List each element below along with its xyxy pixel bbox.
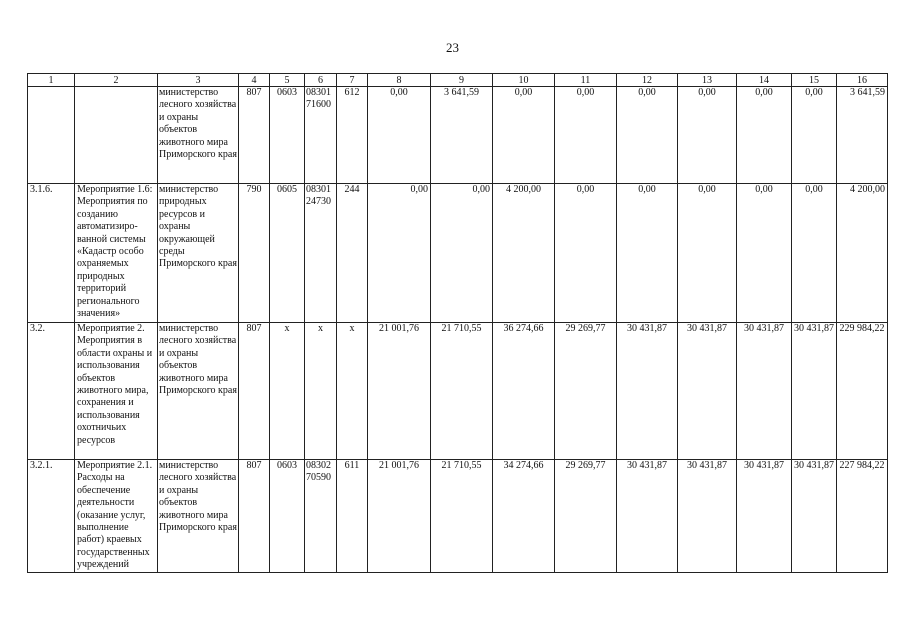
header-cell: 14: [737, 74, 792, 87]
row-csr: 08301 71600: [305, 87, 337, 184]
row-code: [28, 87, 75, 184]
row-executor: министерство лесного хозяйства и охраны объектов животного мира Приморского края: [158, 323, 239, 460]
row-value: 29 269,77: [555, 460, 617, 573]
row-value: 0,00: [737, 184, 792, 323]
row-value: 4 200,00: [493, 184, 555, 323]
row-value: 3 641,59: [431, 87, 493, 184]
row-value: 30 431,87: [617, 323, 678, 460]
row-grbs: 790: [239, 184, 270, 323]
row-total: 229 984,22: [837, 323, 888, 460]
row-executor: министерство лесного хозяйства и охраны объектов животного мира Приморского края: [158, 460, 239, 573]
row-value: 29 269,77: [555, 323, 617, 460]
header-cell: 6: [305, 74, 337, 87]
header-row: [28, 74, 888, 87]
row-rzpr: x: [270, 323, 305, 460]
header-cell: 4: [239, 74, 270, 87]
header-cell: 12: [617, 74, 678, 87]
header-cell: 7: [337, 74, 368, 87]
row-value: 0,00: [493, 87, 555, 184]
row-value: 30 431,87: [737, 460, 792, 573]
header-cell: 13: [678, 74, 737, 87]
row-value: 36 274,66: [493, 323, 555, 460]
row-vr: 612: [337, 87, 368, 184]
header-cell: 2: [75, 74, 158, 87]
row-value: 0,00: [678, 87, 737, 184]
row-vr: 611: [337, 460, 368, 573]
row-value: 0,00: [678, 184, 737, 323]
row-vr: x: [337, 323, 368, 460]
row-value: 0,00: [555, 184, 617, 323]
row-value: 0,00: [555, 87, 617, 184]
table-row: [28, 184, 888, 323]
row-grbs: 807: [239, 460, 270, 573]
row-rzpr: 0603: [270, 460, 305, 573]
row-value: 34 274,66: [493, 460, 555, 573]
row-value: 30 431,87: [792, 460, 837, 573]
row-code: 3.2.1.: [28, 460, 75, 573]
row-value: 30 431,87: [792, 323, 837, 460]
budget-table: [27, 73, 888, 573]
row-total: 4 200,00: [837, 184, 888, 323]
row-grbs: 807: [239, 87, 270, 184]
row-rzpr: 0605: [270, 184, 305, 323]
row-rzpr: 0603: [270, 87, 305, 184]
row-value: 30 431,87: [678, 460, 737, 573]
table-row: [28, 460, 888, 573]
row-value: 21 710,55: [431, 323, 493, 460]
row-name: Мероприятие 2.1. Расходы на обеспечение деятельности (оказание услуг, выполнение работ) краевых государственных учреждений: [75, 460, 158, 573]
row-code: 3.1.6.: [28, 184, 75, 323]
row-csr: 08301 24730: [305, 184, 337, 323]
header-cell: 15: [792, 74, 837, 87]
row-value: 21 001,76: [368, 323, 431, 460]
row-csr: 08302 70590: [305, 460, 337, 573]
row-value: 0,00: [617, 87, 678, 184]
row-value: 30 431,87: [678, 323, 737, 460]
row-code: 3.2.: [28, 323, 75, 460]
row-name: Мероприятие 1.6: Мероприятия по созданию автоматизиро-ванной системы «Кадастр особо охраняемых природных территорий регионального значения»: [75, 184, 158, 323]
row-value: 0,00: [792, 87, 837, 184]
table-row: [28, 87, 888, 184]
row-value: 0,00: [431, 184, 493, 323]
row-value: 0,00: [368, 184, 431, 323]
header-cell: 3: [158, 74, 239, 87]
header-cell: 11: [555, 74, 617, 87]
row-total: 227 984,22: [837, 460, 888, 573]
row-executor: министерство природных ресурсов и охраны окружающей среды Приморского края: [158, 184, 239, 323]
row-value: 21 710,55: [431, 460, 493, 573]
row-value: 0,00: [792, 184, 837, 323]
row-grbs: 807: [239, 323, 270, 460]
row-name: [75, 87, 158, 184]
row-vr: 244: [337, 184, 368, 323]
row-total: 3 641,59: [837, 87, 888, 184]
row-value: 30 431,87: [617, 460, 678, 573]
row-value: 21 001,76: [368, 460, 431, 573]
header-cell: 8: [368, 74, 431, 87]
row-name: Мероприятие 2. Мероприятия в области охраны и использования объектов животного мира, сохранения и использования охотничьих ресурсов: [75, 323, 158, 460]
row-value: 0,00: [368, 87, 431, 184]
header-cell: 5: [270, 74, 305, 87]
header-cell: 1: [28, 74, 75, 87]
table-row: [28, 323, 888, 460]
header-cell: 9: [431, 74, 493, 87]
row-value: 0,00: [737, 87, 792, 184]
row-value: 0,00: [617, 184, 678, 323]
row-csr: x: [305, 323, 337, 460]
row-executor: министерство лесного хозяйства и охраны объектов животного мира Приморского края: [158, 87, 239, 184]
page-number: 23: [446, 40, 459, 55]
header-cell: 16: [837, 74, 888, 87]
header-cell: 10: [493, 74, 555, 87]
row-value: 30 431,87: [737, 323, 792, 460]
